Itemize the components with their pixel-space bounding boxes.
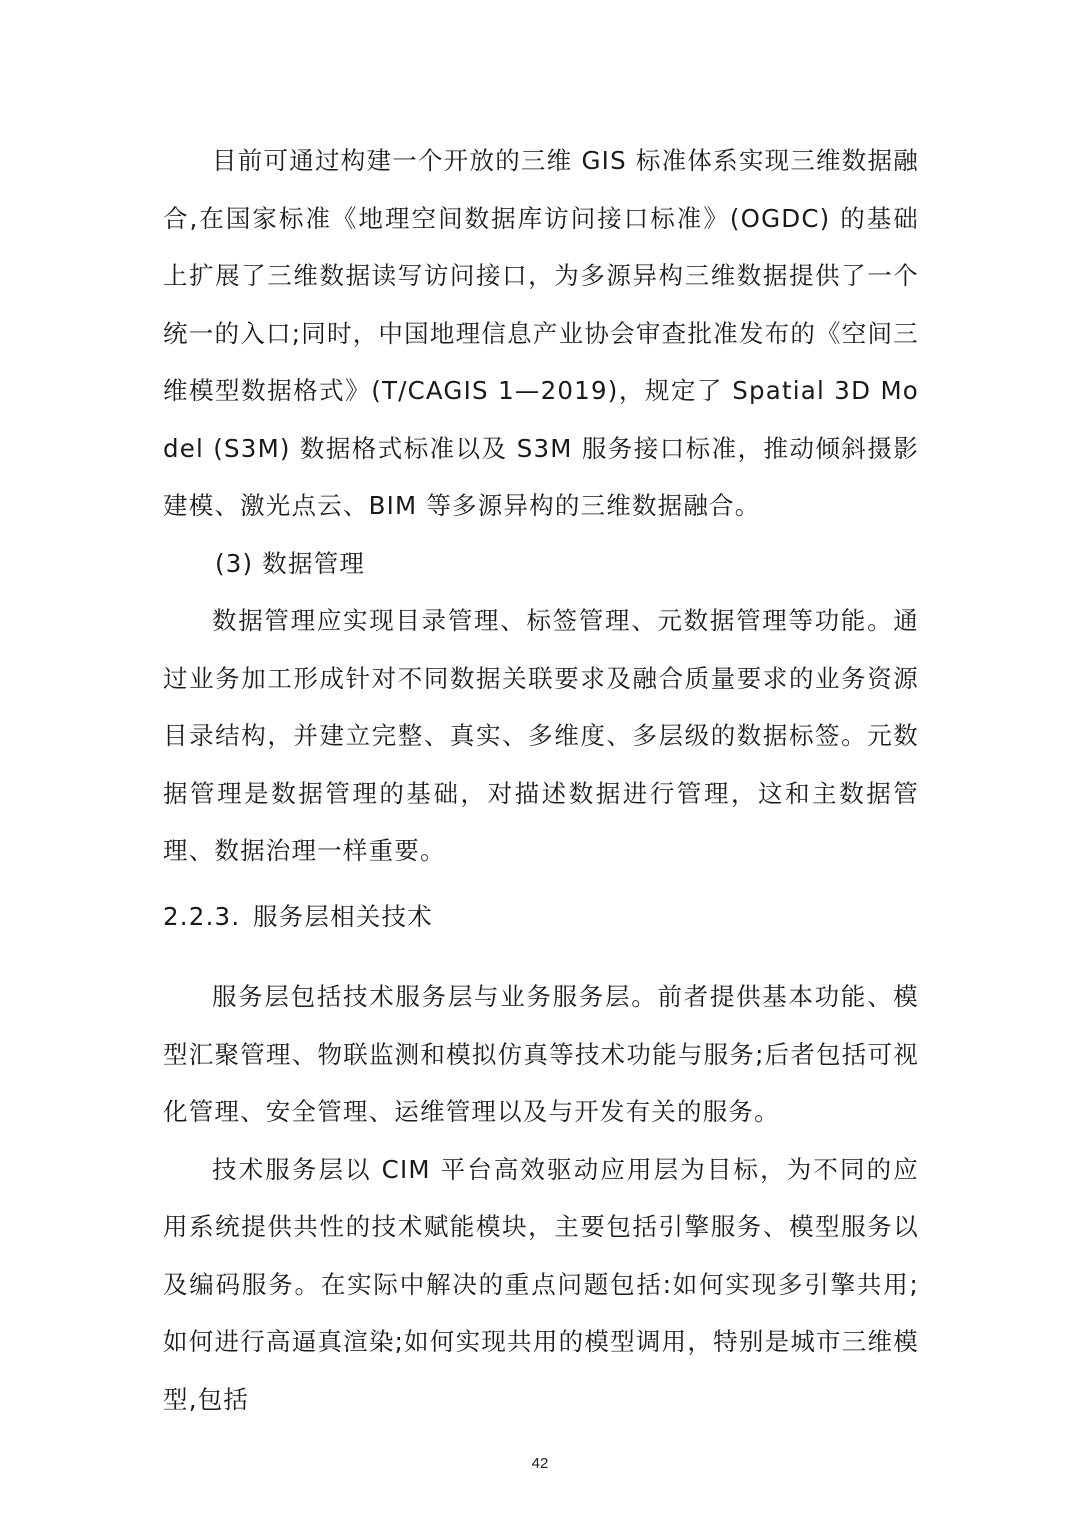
section-number: 2.2.3. <box>163 902 241 931</box>
section-heading-block <box>163 888 919 946</box>
body-block-bottom <box>163 968 919 1428</box>
body-block-top <box>163 132 919 880</box>
paragraph-3d-data-fusion: 目前可通过构建一个开放的三维 GIS 标准体系实现三维数据融合,在国家标准《地理空间数据库访问接口标准》(OGDC) 的基础上扩展了三维数据读写访问接口，为多源异构三维数据提供了一个统一的入口;同时，中国地理信息产业协会审查批准发布的《空间三维模型数据格式》(T/CAGIS 1—2019)，规定了 Spatial 3D Model (S3M) 数据格式标准以及 S3M 服务接口标准，推动倾斜摄影建模、激光点云、BIM 等多源异构的三维数据融合。 <box>163 146 919 520</box>
section-title: 服务层相关技术 <box>253 902 433 931</box>
section-heading <box>163 888 919 946</box>
paragraph-technical-service-layer: 技术服务层以 CIM 平台高效驱动应用层为目标，为不同的应用系统提供共性的技术赋能模块，主要包括引擎服务、模型服务以及编码服务。在实际中解决的重点问题包括:如何实现多引擎共用;如何进行高逼真渲染;如何实现共用的模型调用，特别是城市三维模型,包括 <box>163 1154 919 1414</box>
page-number: 42 <box>531 1455 549 1472</box>
paragraph-service-layer: 服务层包括技术服务层与业务服务层。前者提供基本功能、模型汇聚管理、物联监测和模拟仿真等技术功能与服务;后者包括可视化管理、安全管理、运维管理以及与开发有关的服务。 <box>163 982 919 1126</box>
paragraph-data-management: 数据管理应实现目录管理、标签管理、元数据管理等功能。通过业务加工形成针对不同数据关联要求及融合质量要求的业务资源目录结构，并建立完整、真实、多维度、多层级的数据标签。元数据管理是数据管理的基础，对描述数据进行管理，这和主数据管理、数据治理一样重要。 <box>163 606 919 865</box>
subheading-data-management: (3) 数据管理 <box>215 548 366 578</box>
